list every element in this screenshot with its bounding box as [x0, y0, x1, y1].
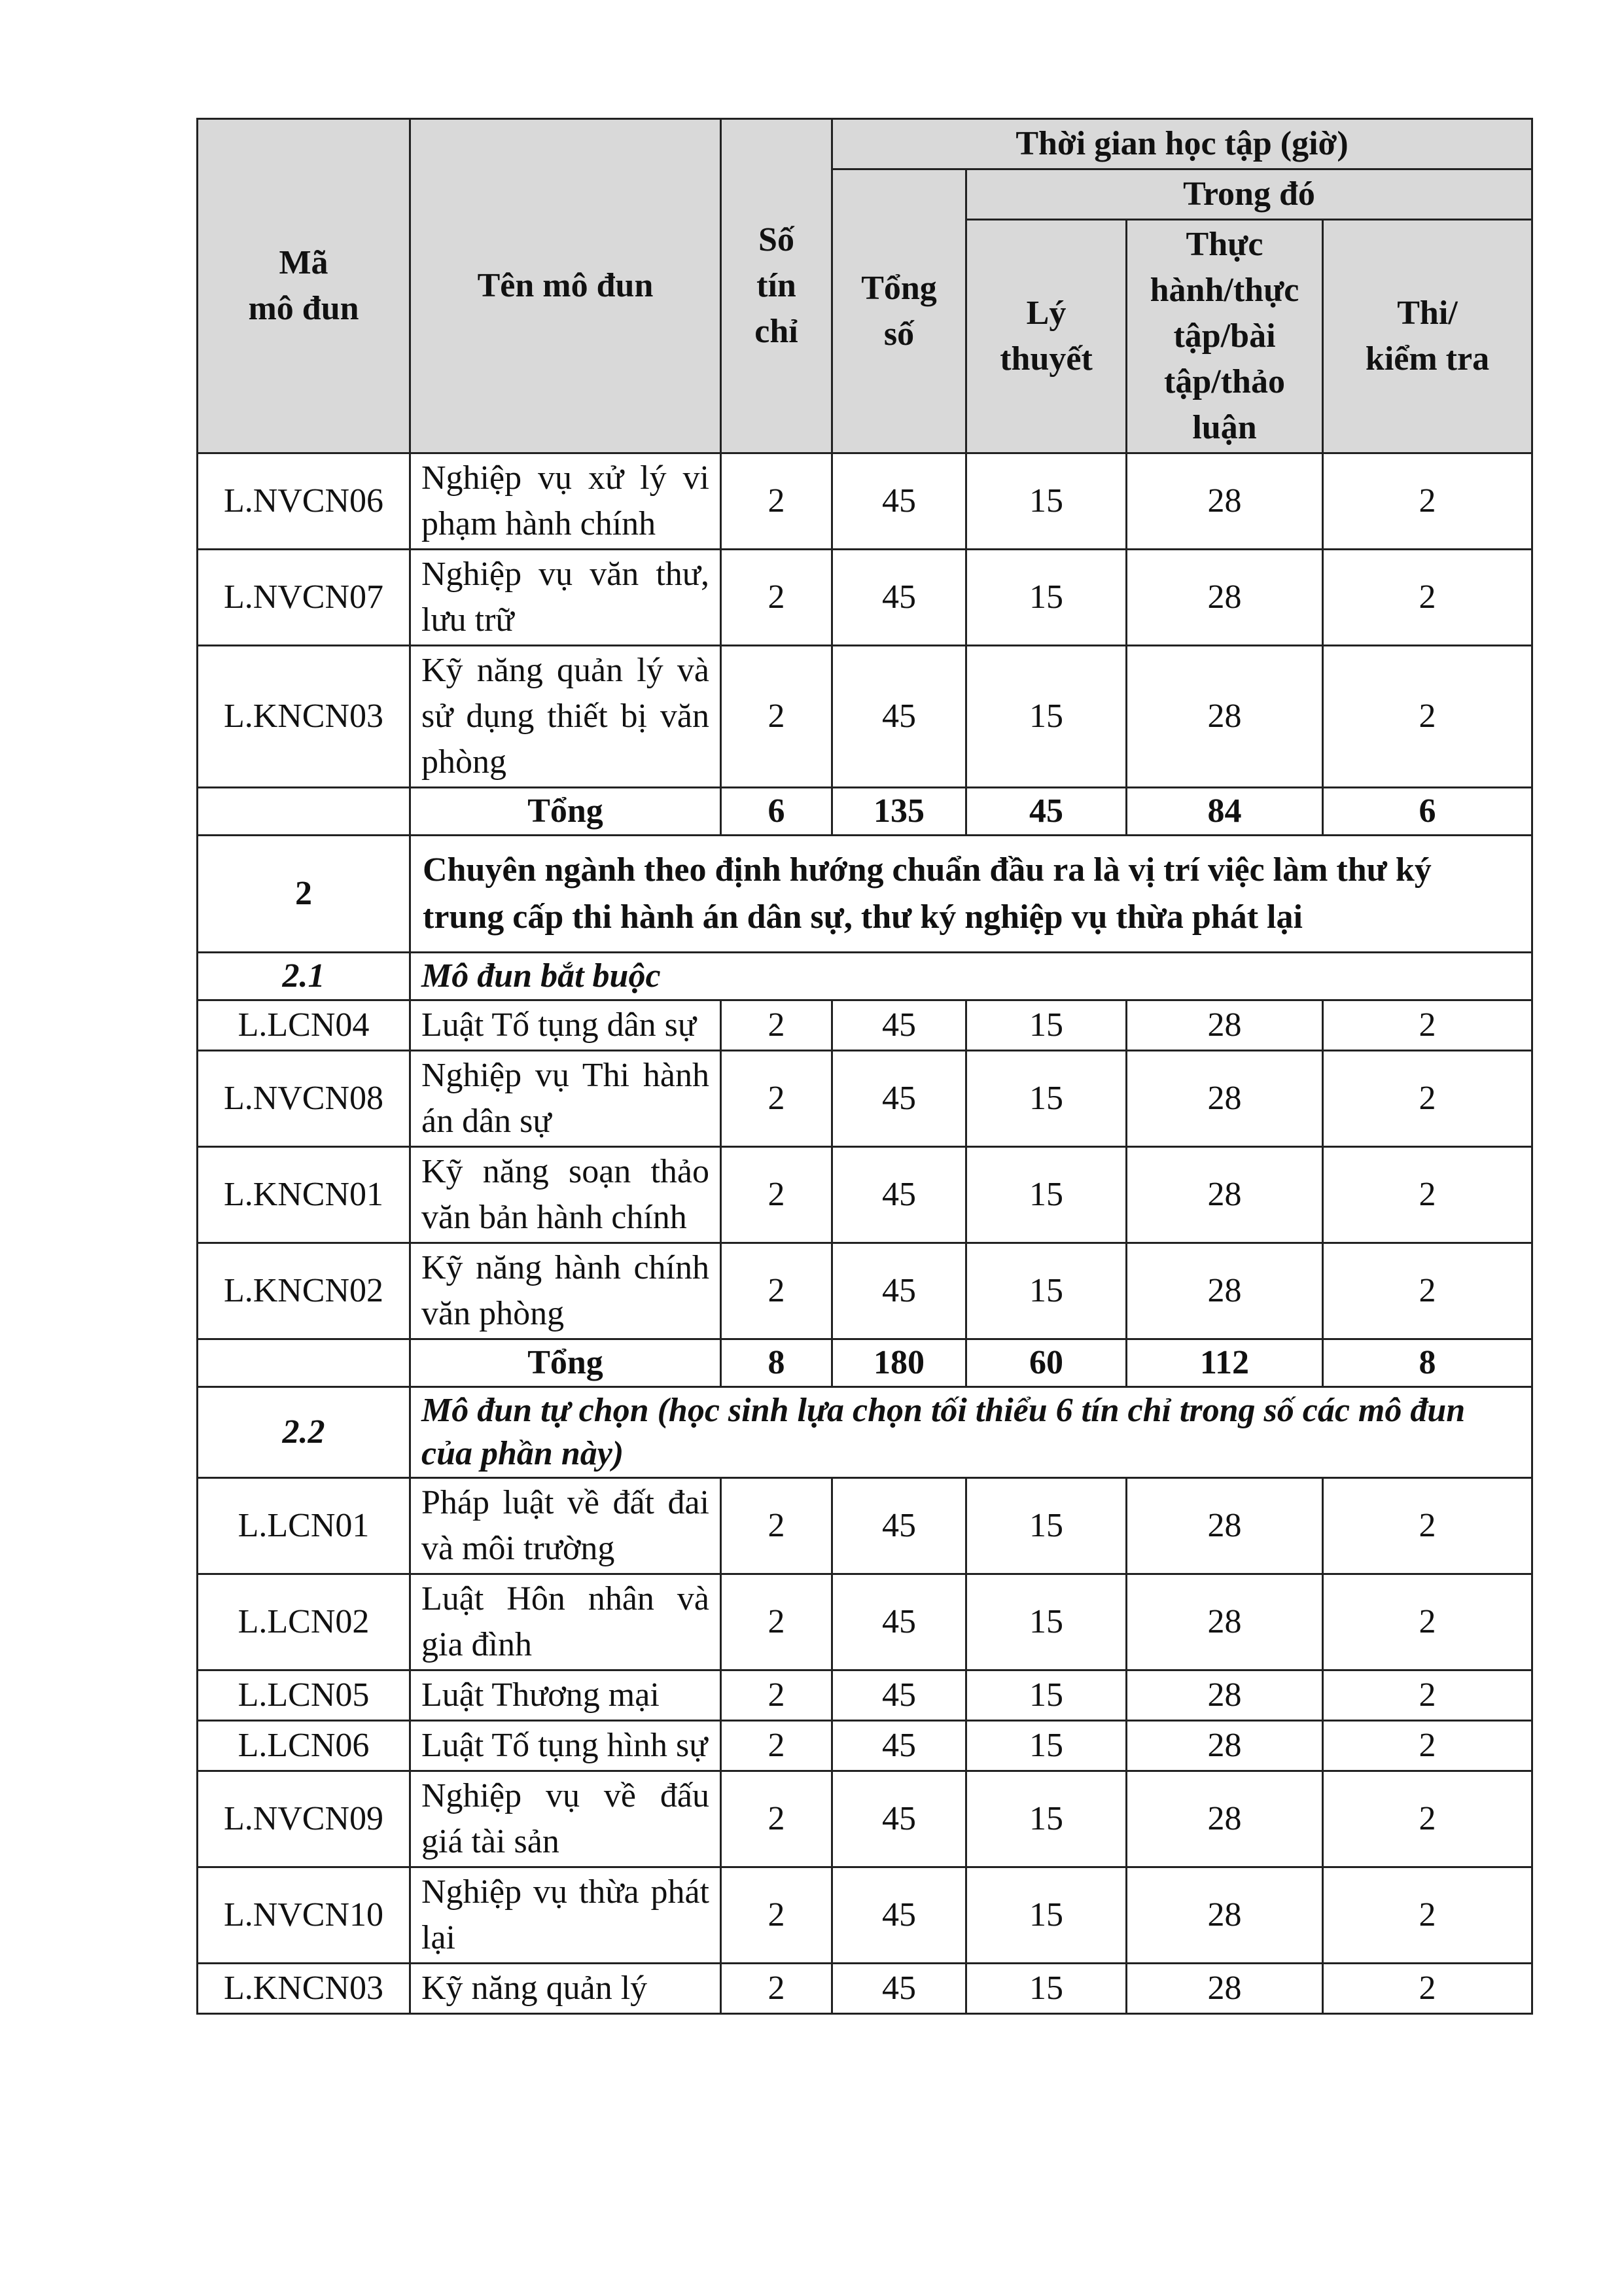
empty-cell	[198, 788, 410, 836]
empty-cell	[198, 1339, 410, 1387]
credits-cell: 2	[721, 1964, 832, 2014]
exam-cell: 2	[1323, 646, 1532, 788]
total-theory: 60	[966, 1339, 1127, 1387]
practice-cell: 28	[1127, 1147, 1323, 1243]
section-title: Chuyên ngành theo định hướng chuẩn đầu ra là vị trí việc làm thư ký trung cấp thi hành án dân sự, thư ký nghiệp vụ thừa phát lại	[410, 836, 1532, 953]
exam-cell: 2	[1323, 453, 1532, 550]
total-exam: 8	[1323, 1339, 1532, 1387]
practice-cell: 28	[1127, 1243, 1323, 1339]
theory-cell: 15	[966, 550, 1127, 646]
credits-cell: 2	[721, 1574, 832, 1670]
document-page	[196, 118, 1531, 2015]
section-row	[198, 836, 1532, 953]
theory-cell: 15	[966, 1000, 1127, 1051]
total-hours-cell: 45	[832, 1000, 966, 1051]
module-name: Kỹ năng quản lý và sử dụng thiết bị văn phòng	[410, 646, 721, 788]
total-hours-cell: 45	[832, 1670, 966, 1721]
module-code: L.KNCN03	[198, 1964, 410, 2014]
credits-cell: 2	[721, 646, 832, 788]
module-name: Luật Tố tụng hình sự	[410, 1721, 721, 1771]
exam-cell: 2	[1323, 1147, 1532, 1243]
theory-cell: 15	[966, 1867, 1127, 1964]
header-theory: Lý thuyết	[966, 220, 1127, 453]
table-row	[198, 1051, 1532, 1147]
total-hours-cell: 45	[832, 1867, 966, 1964]
module-name: Nghiệp vụ thừa phát lại	[410, 1867, 721, 1964]
module-code: L.NVCN08	[198, 1051, 410, 1147]
table-row	[198, 1574, 1532, 1670]
total-hours-cell: 45	[832, 1721, 966, 1771]
table-row	[198, 1147, 1532, 1243]
exam-cell: 2	[1323, 550, 1532, 646]
header-exam: Thi/ kiểm tra	[1323, 220, 1532, 453]
total-hours-cell: 45	[832, 646, 966, 788]
credits-cell: 2	[721, 453, 832, 550]
total-hours-cell: 45	[832, 1147, 966, 1243]
table-row	[198, 1670, 1532, 1721]
subsection-row	[198, 953, 1532, 1000]
module-code: L.NVCN10	[198, 1867, 410, 1964]
total-hours: 135	[832, 788, 966, 836]
curriculum-table	[196, 118, 1533, 2015]
module-name: Nghiệp vụ xử lý vi phạm hành chính	[410, 453, 721, 550]
theory-cell: 15	[966, 1478, 1127, 1574]
credits-cell: 2	[721, 1867, 832, 1964]
module-name: Luật Thương mại	[410, 1670, 721, 1721]
theory-cell: 15	[966, 1771, 1127, 1867]
module-code: L.KNCN02	[198, 1243, 410, 1339]
total-hours-cell: 45	[832, 453, 966, 550]
practice-cell: 28	[1127, 550, 1323, 646]
total-theory: 45	[966, 788, 1127, 836]
subsection-number: 2.1	[198, 953, 410, 1000]
practice-cell: 28	[1127, 453, 1323, 550]
table-row	[198, 646, 1532, 788]
module-code: L.NVCN09	[198, 1771, 410, 1867]
module-name: Nghiệp vụ về đấu giá tài sản	[410, 1771, 721, 1867]
module-code: L.NVCN07	[198, 550, 410, 646]
subsection-title: Mô đun tự chọn (học sinh lựa chọn tối thiểu 6 tín chỉ trong số các mô đun của phần này)	[410, 1387, 1532, 1478]
total-hours-cell: 45	[832, 1964, 966, 2014]
credits-cell: 2	[721, 1721, 832, 1771]
header-practice: Thực hành/thực tập/bài tập/thảo luận	[1127, 220, 1323, 453]
total-hours-cell: 45	[832, 1243, 966, 1339]
theory-cell: 15	[966, 453, 1127, 550]
theory-cell: 15	[966, 1721, 1127, 1771]
total-row	[198, 788, 1532, 836]
exam-cell: 2	[1323, 1574, 1532, 1670]
module-code: L.KNCN01	[198, 1147, 410, 1243]
header-module-name: Tên mô đun	[410, 119, 721, 453]
practice-cell: 28	[1127, 1051, 1323, 1147]
header-breakdown: Trong đó	[966, 169, 1532, 220]
exam-cell: 2	[1323, 1771, 1532, 1867]
practice-cell: 28	[1127, 1721, 1323, 1771]
subsection-number: 2.2	[198, 1387, 410, 1478]
credits-cell: 2	[721, 550, 832, 646]
module-code: L.LCN06	[198, 1721, 410, 1771]
total-credits: 6	[721, 788, 832, 836]
total-credits: 8	[721, 1339, 832, 1387]
theory-cell: 15	[966, 1574, 1127, 1670]
credits-cell: 2	[721, 1000, 832, 1051]
exam-cell: 2	[1323, 1867, 1532, 1964]
module-code: L.KNCN03	[198, 646, 410, 788]
header-module-code: Mã mô đun	[198, 119, 410, 453]
total-hours-cell: 45	[832, 1478, 966, 1574]
exam-cell: 2	[1323, 1051, 1532, 1147]
table-row	[198, 1243, 1532, 1339]
subsection-row	[198, 1387, 1532, 1478]
practice-cell: 28	[1127, 646, 1323, 788]
credits-cell: 2	[721, 1243, 832, 1339]
module-code: L.NVCN06	[198, 453, 410, 550]
credits-cell: 2	[721, 1147, 832, 1243]
exam-cell: 2	[1323, 1964, 1532, 2014]
module-code: L.LCN01	[198, 1478, 410, 1574]
module-code: L.LCN02	[198, 1574, 410, 1670]
module-name: Kỹ năng hành chính văn phòng	[410, 1243, 721, 1339]
credits-cell: 2	[721, 1670, 832, 1721]
practice-cell: 28	[1127, 1867, 1323, 1964]
total-hours-cell: 45	[832, 1051, 966, 1147]
total-label: Tổng	[410, 1339, 721, 1387]
total-hours-cell: 45	[832, 1771, 966, 1867]
practice-cell: 28	[1127, 1574, 1323, 1670]
header-total-hours: Tổng số	[832, 169, 966, 453]
exam-cell: 2	[1323, 1243, 1532, 1339]
theory-cell: 15	[966, 1051, 1127, 1147]
total-hours-cell: 45	[832, 550, 966, 646]
practice-cell: 28	[1127, 1670, 1323, 1721]
credits-cell: 2	[721, 1051, 832, 1147]
total-label: Tổng	[410, 788, 721, 836]
total-row	[198, 1339, 1532, 1387]
theory-cell: 15	[966, 1243, 1127, 1339]
theory-cell: 15	[966, 1670, 1127, 1721]
exam-cell: 2	[1323, 1000, 1532, 1051]
table-row	[198, 1771, 1532, 1867]
module-name: Luật Tố tụng dân sự	[410, 1000, 721, 1051]
theory-cell: 15	[966, 1964, 1127, 2014]
header-study-time: Thời gian học tập (giờ)	[832, 119, 1532, 169]
practice-cell: 28	[1127, 1000, 1323, 1051]
module-name: Nghiệp vụ văn thư, lưu trữ	[410, 550, 721, 646]
module-name: Kỹ năng soạn thảo văn bản hành chính	[410, 1147, 721, 1243]
subsection-title: Mô đun bắt buộc	[410, 953, 1532, 1000]
theory-cell: 15	[966, 1147, 1127, 1243]
total-hours-cell: 45	[832, 1574, 966, 1670]
module-name: Pháp luật về đất đai và môi trường	[410, 1478, 721, 1574]
exam-cell: 2	[1323, 1670, 1532, 1721]
practice-cell: 28	[1127, 1771, 1323, 1867]
header-credits: Số tín chỉ	[721, 119, 832, 453]
practice-cell: 28	[1127, 1964, 1323, 2014]
practice-cell: 28	[1127, 1478, 1323, 1574]
table-row	[198, 1478, 1532, 1574]
exam-cell: 2	[1323, 1721, 1532, 1771]
section-number: 2	[198, 836, 410, 953]
credits-cell: 2	[721, 1771, 832, 1867]
module-code: L.LCN04	[198, 1000, 410, 1051]
module-code: L.LCN05	[198, 1670, 410, 1721]
table-row	[198, 453, 1532, 550]
total-practice: 112	[1127, 1339, 1323, 1387]
module-name: Luật Hôn nhân và gia đình	[410, 1574, 721, 1670]
theory-cell: 15	[966, 646, 1127, 788]
exam-cell: 2	[1323, 1478, 1532, 1574]
table-row	[198, 1867, 1532, 1964]
table-row	[198, 550, 1532, 646]
total-hours: 180	[832, 1339, 966, 1387]
module-name: Nghiệp vụ Thi hành án dân sự	[410, 1051, 721, 1147]
table-row	[198, 1964, 1532, 2014]
total-practice: 84	[1127, 788, 1323, 836]
credits-cell: 2	[721, 1478, 832, 1574]
table-row	[198, 1721, 1532, 1771]
table-row	[198, 1000, 1532, 1051]
total-exam: 6	[1323, 788, 1532, 836]
module-name: Kỹ năng quản lý	[410, 1964, 721, 2014]
